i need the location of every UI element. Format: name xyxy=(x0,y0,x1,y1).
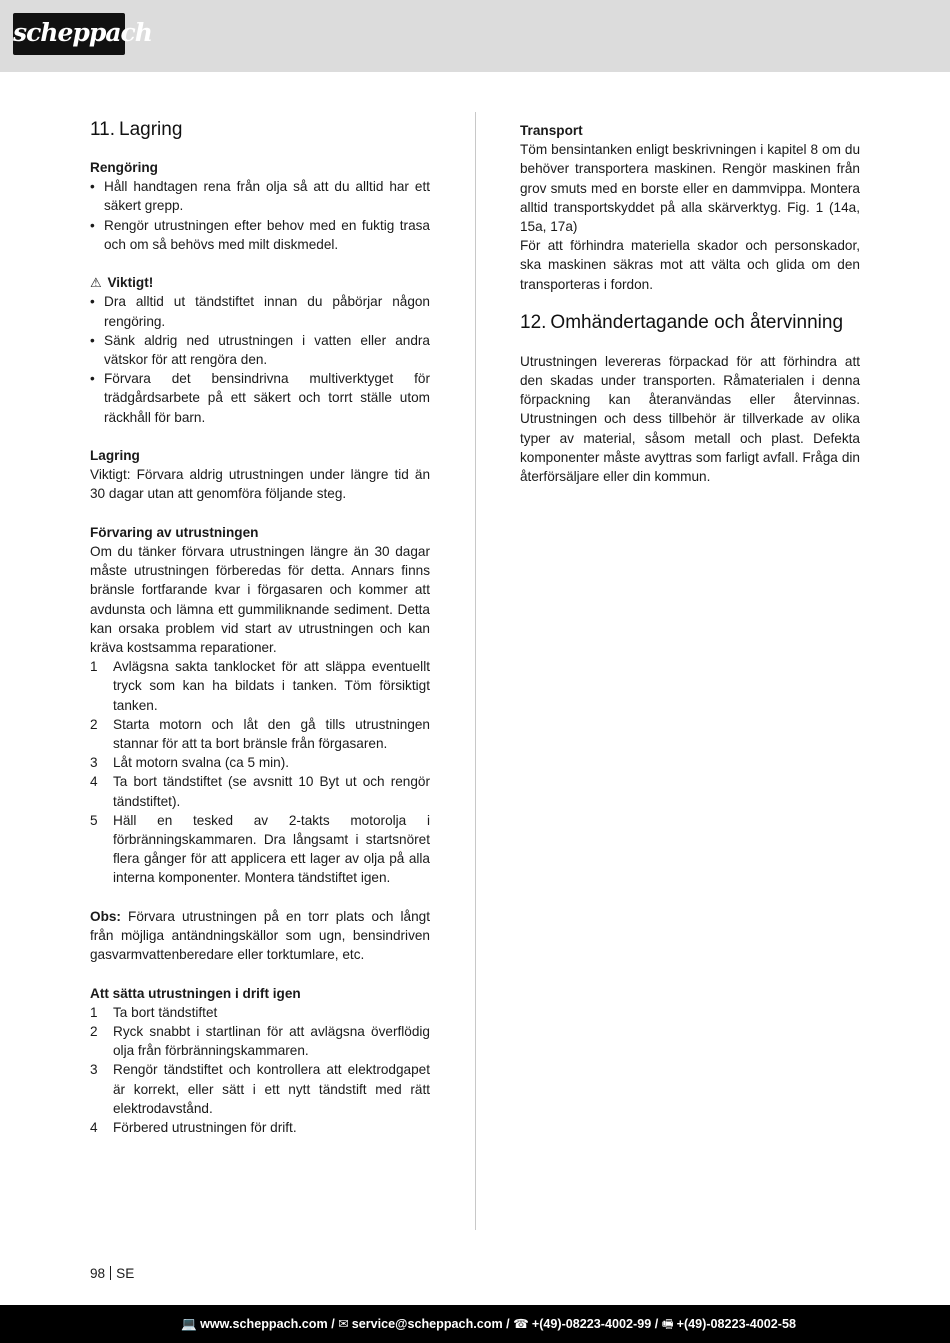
list-item: • Håll handtagen rena från olja så att du alltid har ett säkert grepp. xyxy=(90,177,430,215)
list-item: 4 Ta bort tändstiftet (se avsnitt 10 Byt ut och rengör tändstiftet). xyxy=(90,774,430,809)
list-item: • Rengör utrustningen efter behov med en fuktig trasa och om så behövs med milt diskmedel. xyxy=(90,216,430,254)
list-item: 3 Rengör tändstiftet och kontrollera att elektrodgapet är korrekt, eller sätt i ett nytt tändstift med rätt elektrodavstånd. xyxy=(90,1062,430,1116)
list-item: 5 Häll en tesked av 2-takts motorolja i förbränningskammaren. Dra långsamt i startsnöret flera gånger för att applicera ett lager av olja på alla interna komponenter. Montera tändstiftet igen. xyxy=(90,812,430,886)
list-item: 1 Ta bort tändstiftet xyxy=(90,1004,218,1020)
transport-text-2: För att förhindra materiella skador och personskador, ska maskinen säkras mot att välta och glida om den transporteras i fordon. xyxy=(520,238,860,292)
column-divider xyxy=(475,112,476,1230)
keeping-steps xyxy=(90,657,430,887)
restart-heading: Att sätta utrustningen i drift igen xyxy=(90,985,301,1001)
fax-icon: 🖷 xyxy=(661,1317,674,1331)
fax-number: +(49)-08223-4002-58 xyxy=(676,1317,796,1331)
email-link[interactable]: service@scheppach.com / xyxy=(351,1317,510,1331)
page-number: 98 SE xyxy=(90,1266,135,1281)
storage-text: Viktigt: Förvara aldrig utrustningen under längre tid än 30 dagar utan att genomföra följande steg. xyxy=(90,467,430,502)
phone-number: +(49)-08223-4002-99 / xyxy=(531,1317,659,1331)
list-item: 3 Låt motorn svalna (ca 5 min). xyxy=(90,755,290,771)
list-item: 1 Avlägsna sakta tanklocket för att släppa eventuellt tryck som kan ha bildats i tanken. Töm försiktigt tanken. xyxy=(90,659,430,713)
list-item: • Förvara det bensindrivna multiverktyget för trädgårdsarbete på ett säkert och torrt ställe utom räckhåll för barn. xyxy=(90,369,430,427)
keeping-text: Om du tänker förvara utrustningen längre än 30 dagar måste utrustningen förberedas för detta. Annars finns bränsle fortfarande kvar i förgasaren och kommer att avdunsta och lämna ett gummiliknande sediment. Detta kan orsaka problem vid start av utrustningen och kan kräva kostsamma reparationer. xyxy=(90,544,430,656)
disposal-text: Utrustningen levereras förpackad för att förhindra att den skadas under transporten. Råmaterialen i denna förpackning kan återanvändas eller återvinnas. Utrustningen och dess tillbehör är tillverkade av olika typer av material, såsom metall och plast. Defekta komponenter måste avyttras som farligt avfall. Fråga din återförsäljare eller din kommun. xyxy=(520,353,860,485)
contact-footer xyxy=(0,1305,950,1343)
list-item: 4 Förbered utrustningen för drift. xyxy=(90,1120,297,1136)
warning-list xyxy=(90,292,430,426)
restart-steps xyxy=(90,1003,430,1137)
section-12-title: 12. Omhändertagande och återvinning xyxy=(520,311,844,333)
scheppach-logo: scheppach xyxy=(13,13,125,55)
cleaning-heading: Rengöring xyxy=(90,160,158,175)
transport-text: Töm bensintanken enligt beskrivningen i kapitel 8 om du behöver transportera maskinen. Rengör maskinen från grov smuts med en borste eller en dammvippa. Montera alltid transportskyddet på alla skärverktyg. Fig. 1 (14a, 15a, 17a) xyxy=(520,142,860,235)
list-item: • Dra alltid ut tändstiftet innan du påbörjar någon rengöring. xyxy=(90,292,430,330)
page-header xyxy=(0,0,950,72)
left-column xyxy=(90,118,430,1137)
website-link[interactable]: www.scheppach.com / xyxy=(200,1317,335,1331)
phone-icon: ☎ xyxy=(513,1317,529,1331)
keeping-heading: Förvaring av utrustningen xyxy=(90,524,259,540)
list-item: 2 Starta motorn och låt den gå tills utrustningen stannar för att ta bort bränsle från förgasaren. xyxy=(90,716,430,752)
computer-icon: 💻 xyxy=(181,1317,198,1331)
cleaning-list xyxy=(90,177,430,254)
list-item: • Sänk aldrig ned utrustningen i vatten eller andra vätskor för att rengöra den. xyxy=(90,331,430,369)
list-item: 2 Ryck snabbt i startlinan för att avlägsna överflödig olja från förbränningskammaren. xyxy=(90,1024,430,1059)
right-column xyxy=(520,121,860,486)
warning-triangle-icon: ⚠ xyxy=(90,275,102,291)
mail-icon: ✉ xyxy=(338,1317,349,1331)
storage-heading: Lagring xyxy=(90,448,140,464)
transport-heading: Transport xyxy=(520,123,583,138)
section-11-title: 11. Lagring xyxy=(90,119,183,140)
warning-heading: ⚠ Viktigt! xyxy=(90,275,154,291)
note-text: Obs: Förvara utrustningen på en torr plats och långt från möjliga antändningskällor som ugn, bensindriven gasvarmvattenberedare eller torktumlare, etc. xyxy=(90,908,430,963)
